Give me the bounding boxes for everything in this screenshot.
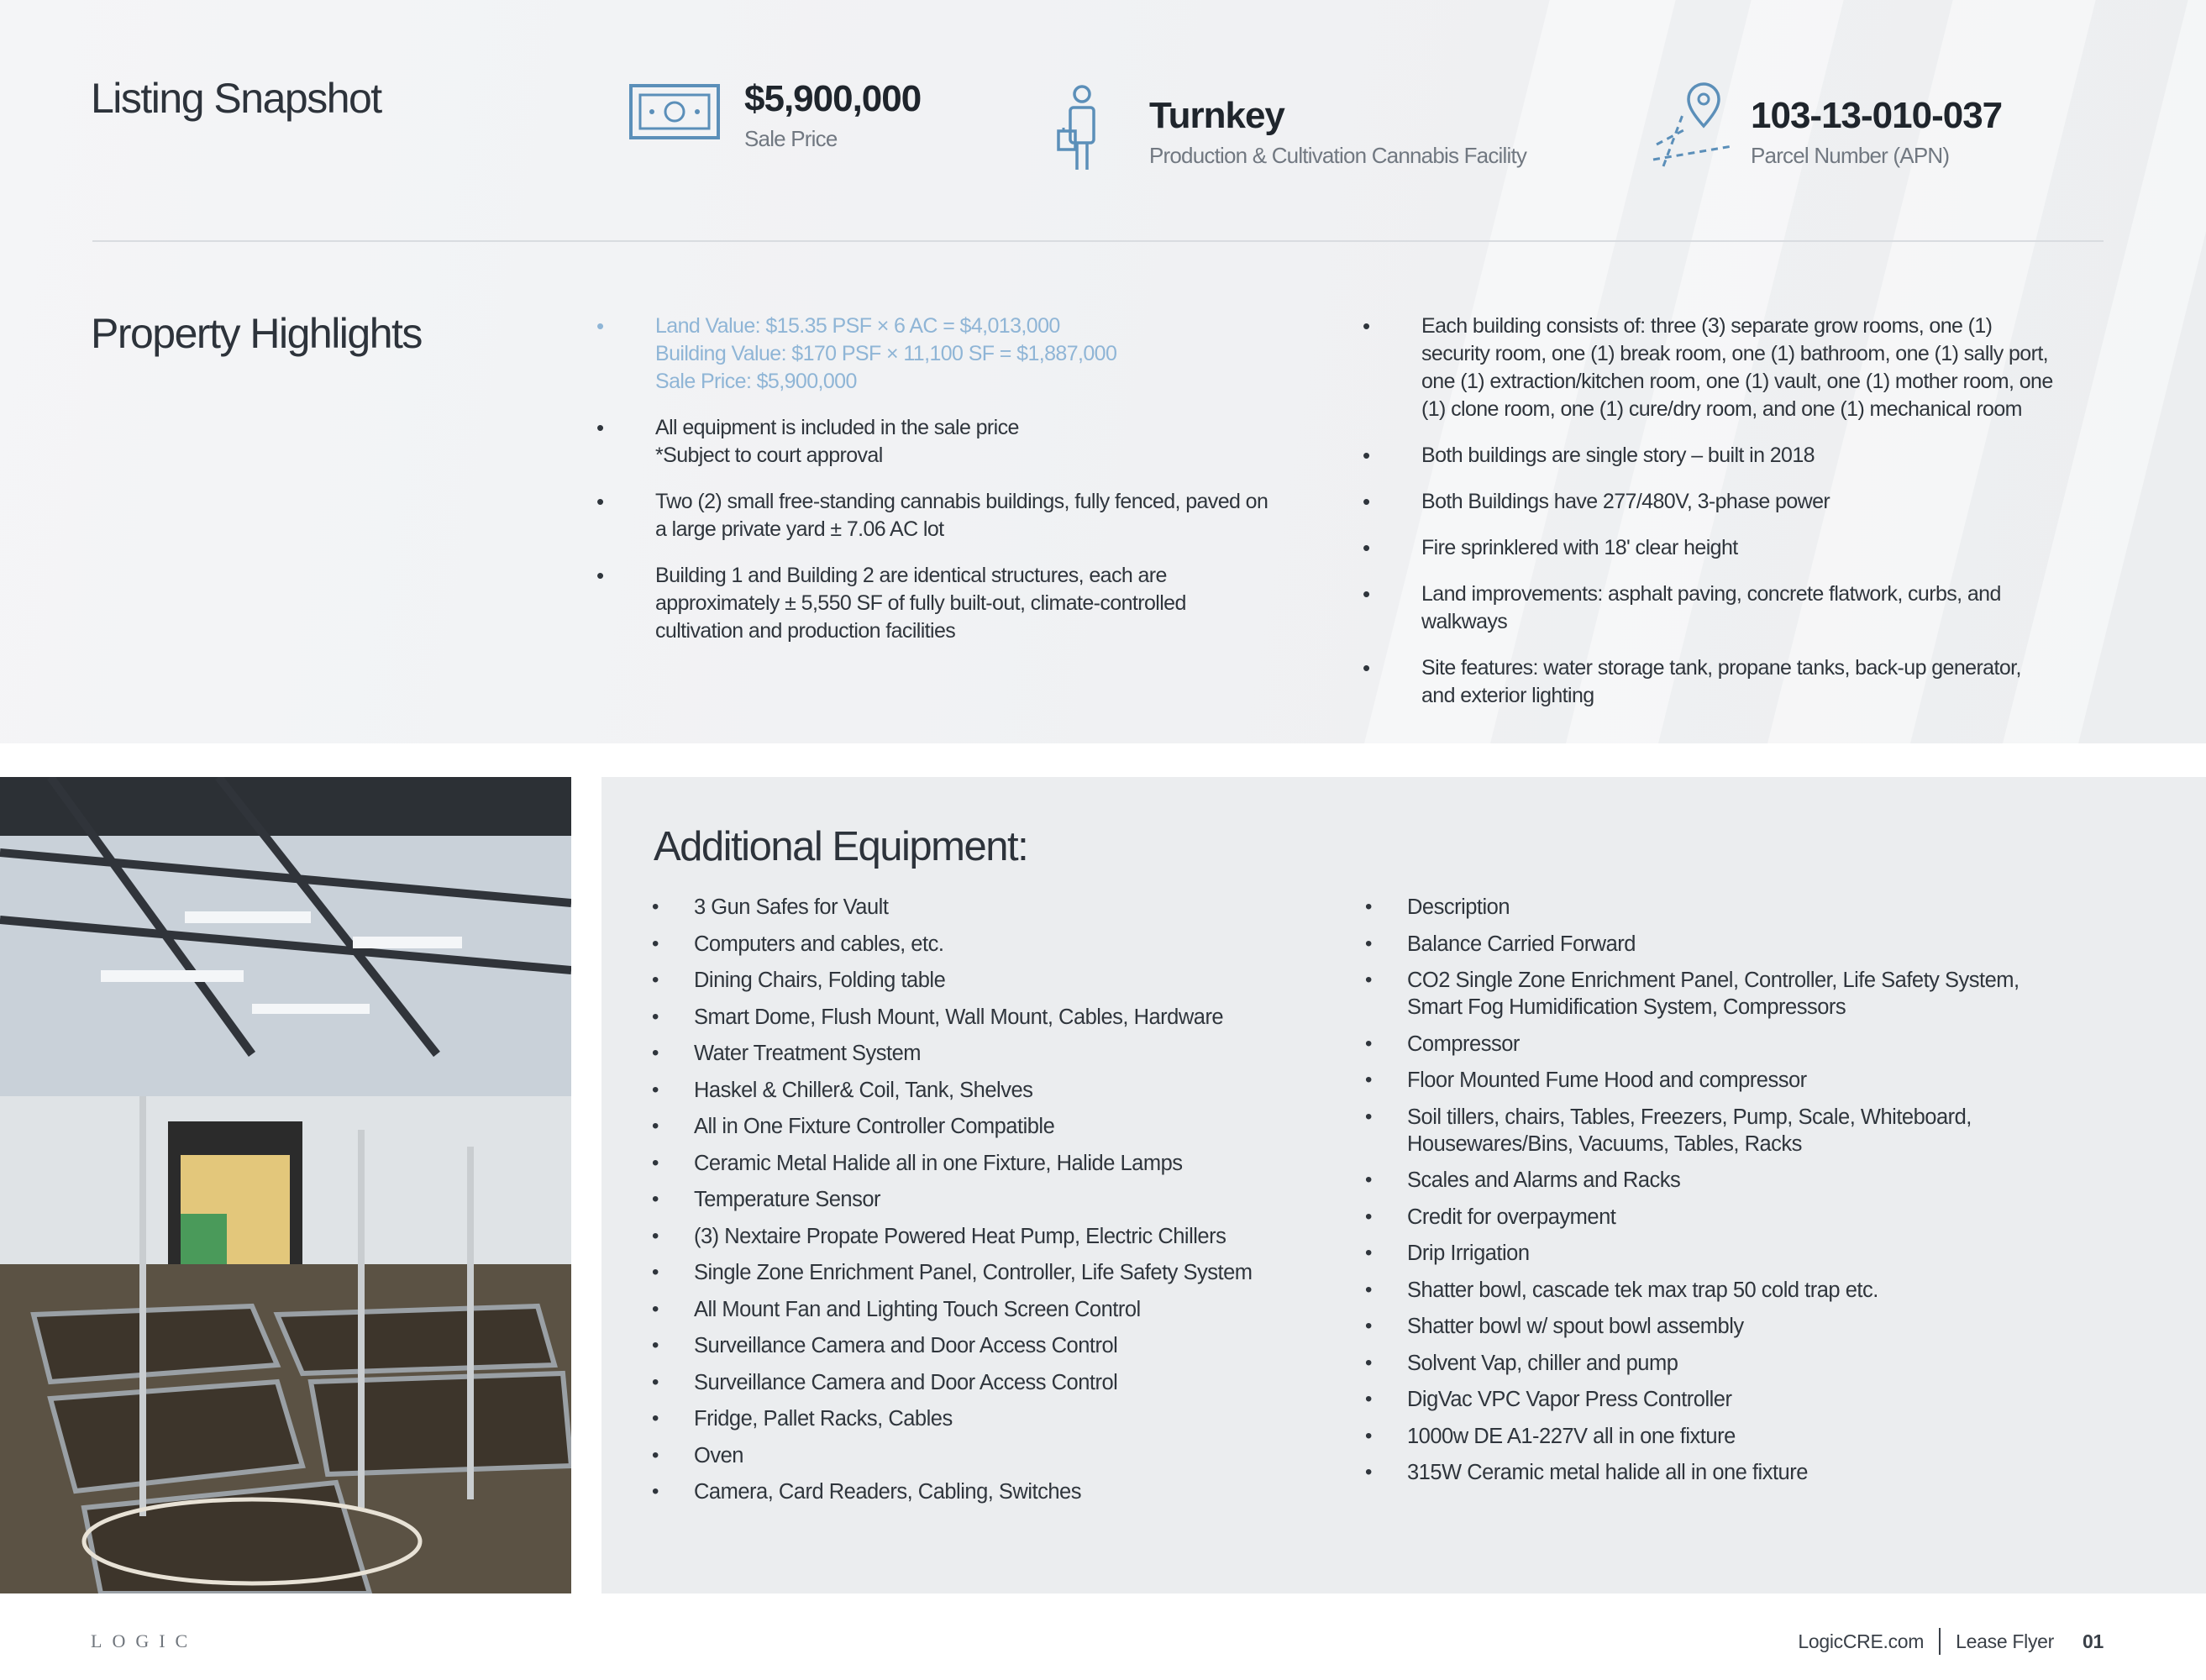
list-item: • CO2 Single Zone Enrichment Panel, Controller, Life Safety System, Smart Fog Humidification System, Compressors [1365, 967, 2121, 1021]
facility-photo [0, 777, 571, 1593]
snapshot-parcel [1652, 82, 2002, 175]
website-link[interactable]: LogicCRE.com [1798, 1630, 1925, 1652]
list-item: • All in One Fixture Controller Compatible [652, 1113, 1324, 1140]
list-item: • DigVac VPC Vapor Press Controller [1365, 1386, 2121, 1413]
footer-separator [1939, 1628, 1941, 1655]
sale-price-label: Sale Price [744, 126, 838, 152]
list-item: • Single Zone Enrichment Panel, Controller, Life Safety System [652, 1259, 1324, 1286]
list-item: • Both buildings are single story – built in 2018 [1363, 442, 2135, 470]
list-item: • 315W Ceramic metal halide all in one fixture [1365, 1459, 2121, 1486]
equipment-right-list [1365, 894, 2121, 1496]
parcel-label: Parcel Number (APN) [1751, 143, 1950, 169]
list-item: • Oven [652, 1442, 1324, 1469]
list-item: • Credit for overpayment [1365, 1204, 2121, 1231]
logic-logo: LOGIC [91, 1630, 198, 1651]
list-item: • Two (2) small free-standing cannabis buildings, fully fenced, paved on a large private yard ± 7.06 AC lot [596, 488, 1336, 543]
section-divider [92, 240, 2104, 242]
list-item: • Site features: water storage tank, propane tanks, back-up generator, and exterior lighting [1363, 654, 2135, 710]
list-item: • Surveillance Camera and Door Access Control [652, 1369, 1324, 1396]
list-item: • (3) Nextaire Propate Powered Heat Pump, Electric Chillers [652, 1223, 1324, 1250]
list-item: • Haskel & Chiller& Coil, Tank, Shelves [652, 1077, 1324, 1104]
list-item: • Balance Carried Forward [1365, 931, 2121, 958]
page-number: 01 [2083, 1630, 2104, 1652]
cash-icon [628, 82, 722, 141]
list-item: • Fridge, Pallet Racks, Cables [652, 1405, 1324, 1432]
list-item: • Soil tillers, chairs, Tables, Freezers, Pump, Scale, Whiteboard, Housewares/Bins, Vacuums, Tables, Racks [1365, 1104, 2121, 1158]
list-item: • Solvent Vap, chiller and pump [1365, 1350, 2121, 1377]
list-item: • Land improvements: asphalt paving, concrete flatwork, curbs, and walkways [1363, 580, 2135, 636]
list-item: • Water Treatment System [652, 1040, 1324, 1067]
list-item: • Shatter bowl, cascade tek max trap 50 cold trap etc. [1365, 1277, 2121, 1304]
turnkey-label: Production & Cultivation Cannabis Facility [1149, 143, 1527, 169]
equipment-left-list [652, 894, 1324, 1515]
property-highlights-title: Property Highlights [91, 310, 422, 357]
list-item: • Smart Dome, Flush Mount, Wall Mount, Cables, Hardware [652, 1004, 1324, 1031]
footer-meta [1798, 1628, 2104, 1655]
list-item: • Floor Mounted Fume Hood and compressor [1365, 1067, 2121, 1094]
list-item: • Shatter bowl w/ spout bowl assembly [1365, 1313, 2121, 1340]
map-pin-icon [1652, 82, 1736, 175]
list-item: • Both Buildings have 277/480V, 3-phase power [1363, 488, 2135, 516]
list-item: • Description [1365, 894, 2121, 921]
list-item: • All equipment is included in the sale price *Subject to court approval [596, 414, 1336, 470]
list-item: • Surveillance Camera and Door Access Control [652, 1332, 1324, 1359]
additional-equipment-title: Additional Equipment: [654, 824, 1028, 869]
list-item: • Fire sprinklered with 18' clear height [1363, 534, 2135, 562]
list-item: • Camera, Card Readers, Cabling, Switches [652, 1478, 1324, 1505]
list-item: • Computers and cables, etc. [652, 931, 1324, 958]
list-item: • Building 1 and Building 2 are identical structures, each are approximately ± 5,550 SF of fully built-out, climate-controlled cultivation and production facilities [596, 562, 1336, 645]
parcel-value: 103-13-010-037 [1751, 95, 2003, 136]
list-item: • Each building consists of: three (3) separate grow rooms, one (1) security room, one (1) break room, one (1) bathroom, one (1) sally port, one (1) extraction/kitchen room, one (1) vault, one (1) mother room, one (1) clone room, one (1) cure/dry room, and one (1) mechanical room [1363, 312, 2135, 423]
list-item: • Compressor [1365, 1031, 2121, 1058]
person-briefcase-icon [1055, 82, 1106, 175]
list-item: • Ceramic Metal Halide all in one Fixture, Halide Lamps [652, 1150, 1324, 1177]
list-item: • Dining Chairs, Folding table [652, 967, 1324, 994]
list-item: • All Mount Fan and Lighting Touch Screen Control [652, 1296, 1324, 1323]
list-item: • 3 Gun Safes for Vault [652, 894, 1324, 921]
sale-price-value: $5,900,000 [744, 78, 922, 119]
list-item: • Temperature Sensor [652, 1186, 1324, 1213]
highlights-right-list [1363, 312, 2135, 728]
snapshot-turnkey [1055, 82, 1526, 175]
highlights-left-list [596, 312, 1336, 664]
doc-type-label: Lease Flyer [1956, 1630, 2055, 1652]
list-item: • 1000w DE A1-227V all in one fixture [1365, 1423, 2121, 1450]
snapshot-sale-price [628, 78, 922, 152]
listing-snapshot-title: Listing Snapshot [91, 75, 381, 122]
list-item: • Drip Irrigation [1365, 1240, 2121, 1267]
grow-room-illustration [0, 777, 571, 1593]
list-item: • Scales and Alarms and Racks [1365, 1167, 2121, 1194]
list-item: • Land Value: $15.35 PSF × 6 AC = $4,013,000 Building Value: $170 PSF × 11,100 SF = $1,887,000 Sale Price: $5,900,000 [596, 312, 1336, 396]
turnkey-value: Turnkey [1149, 95, 1284, 136]
